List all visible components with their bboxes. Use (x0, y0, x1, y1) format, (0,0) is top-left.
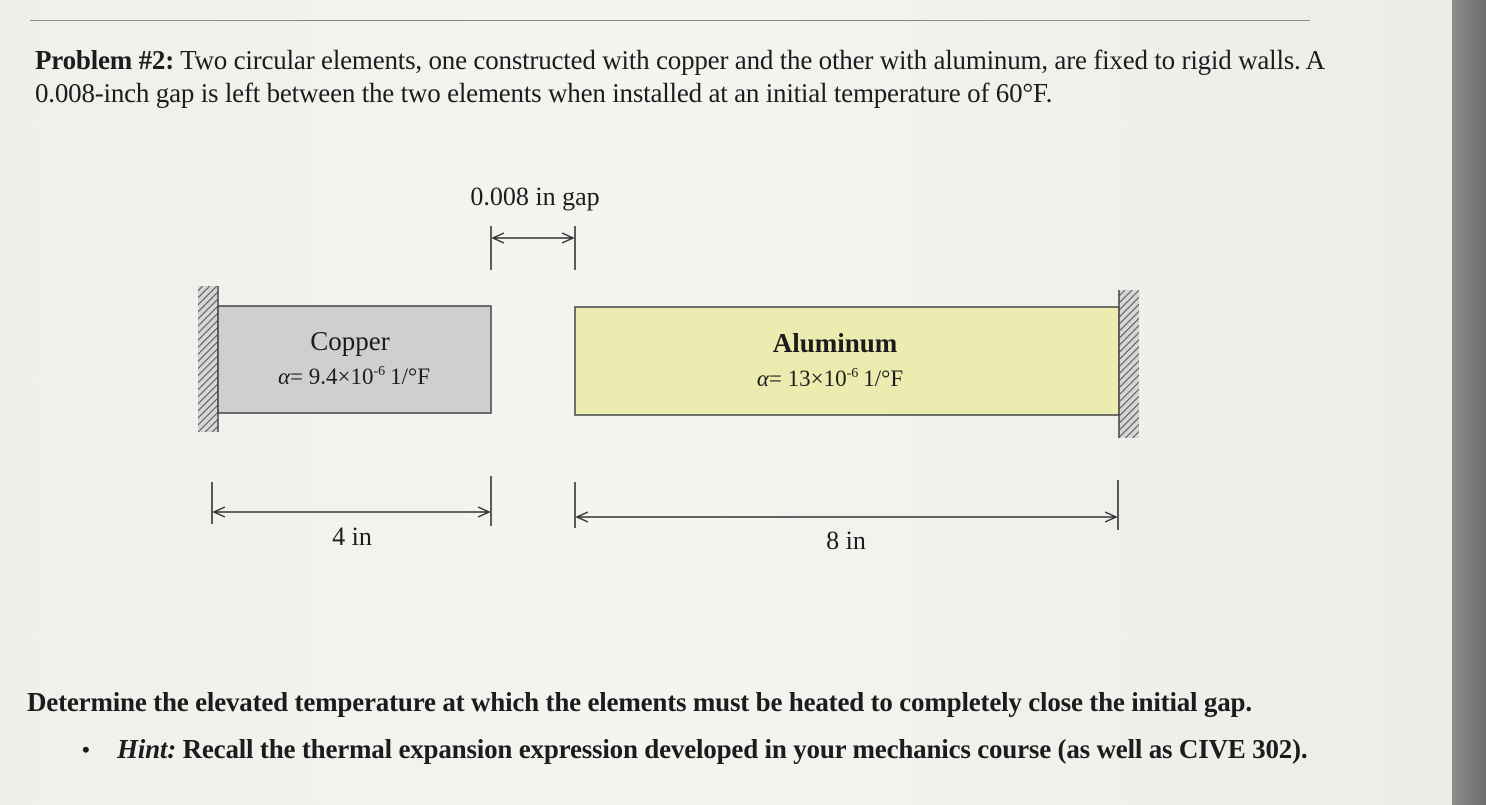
copper-alpha-eq: = 9.4×10 (290, 364, 374, 389)
left-wall (198, 286, 218, 432)
copper-bar (218, 306, 491, 413)
aluminum-alpha-unit: 1/°F (863, 366, 904, 391)
aluminum-alpha-exp: -6 (846, 366, 859, 381)
aluminum-length-label: 8 in (826, 526, 866, 555)
problem-label: Problem #2: (35, 45, 175, 75)
copper-alpha-exp: -6 (373, 364, 386, 379)
copper-name: Copper (310, 326, 390, 356)
problem-body: Two circular elements, one constructed with copper and the other with aluminum, are fixed to rigid walls. A 0.008-inch gap is left between the two elements when installed at an initial temperature of 60°F. (35, 45, 1324, 108)
right-wall (1119, 290, 1139, 438)
hint-text: Recall the thermal expansion expression developed in your mechanics course (as well as CIVE 302). (182, 734, 1308, 764)
aluminum-alpha-eq: = 13×10 (768, 366, 847, 391)
copper-alpha-unit: 1/°F (390, 364, 431, 389)
aluminum-name: Aluminum (772, 328, 898, 358)
aluminum-bar (575, 307, 1119, 415)
copper-length-dimension (212, 476, 491, 526)
copper-length-label: 4 in (332, 522, 372, 551)
hint-label: Hint: (117, 734, 177, 764)
gap-dimension (491, 226, 575, 270)
copper-alpha-symbol: α (277, 364, 291, 389)
aluminum-length-dimension (575, 480, 1118, 530)
copper-alpha (278, 364, 430, 389)
task-statement: Determine the elevated temperature at which the elements must be heated to completely close the initial gap. (27, 687, 1252, 717)
gap-label: 0.008 in gap (470, 182, 600, 211)
bullet-icon: • (82, 737, 90, 762)
hint-content (117, 733, 1307, 766)
screen-edge (1452, 0, 1486, 805)
aluminum-alpha-symbol: α (756, 366, 769, 391)
aluminum-alpha (757, 366, 903, 391)
